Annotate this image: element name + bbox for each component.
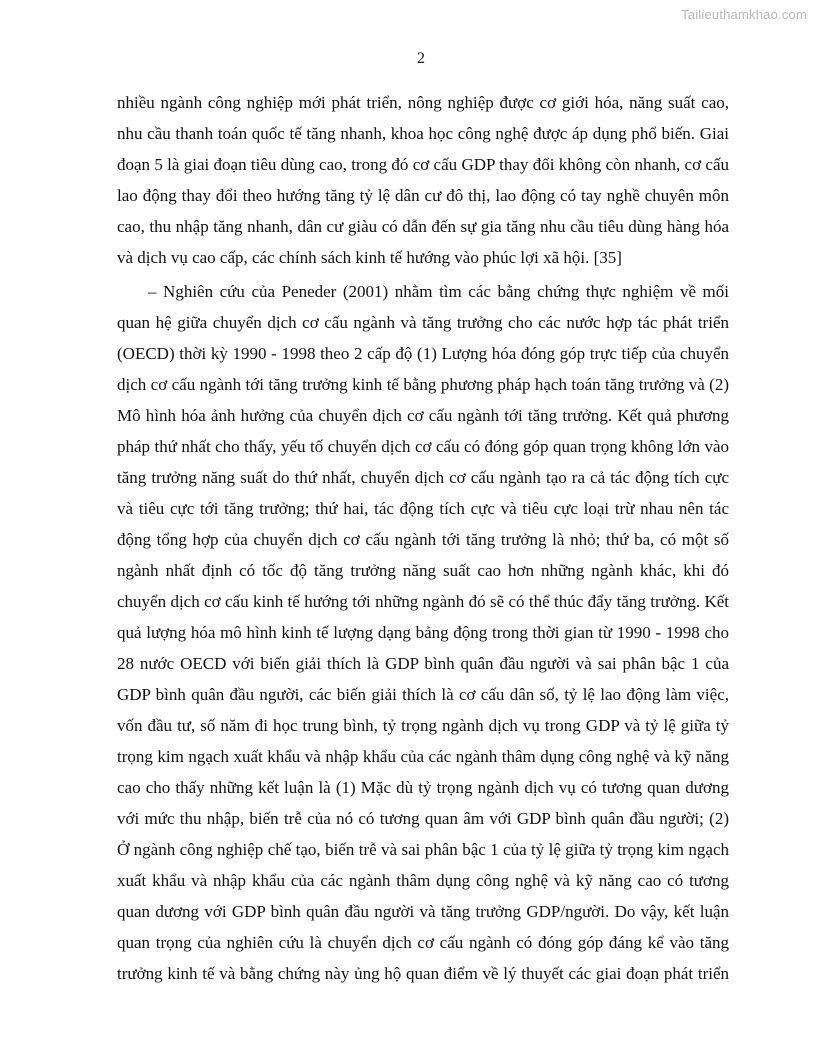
document-body <box>117 87 729 992</box>
text-line: và dịch vụ cao cấp, các chính sách kinh tế hướng vào phúc lợi xã hội. [35] <box>117 248 622 267</box>
text-line: Ở ngành công nghiệp chế tạo, biến trễ và sai phân bậc 1 của tỷ lệ giữa tỷ trọng kim ngạch <box>117 840 729 859</box>
text-line: vốn đầu tư, số năm đi học trung bình, tỷ trọng ngành dịch vụ trong GDP và tỷ lệ giữa tỷ <box>117 716 729 735</box>
paragraph-1 <box>117 87 729 273</box>
paragraph-2 <box>117 276 729 989</box>
text-line: chuyển dịch cơ cấu kinh tế hướng tới những ngành đó sẽ có thể thúc đẩy tăng trưởng. Kết <box>117 592 729 611</box>
text-line: trọng kim ngạch xuất khẩu và nhập khẩu của các ngành thâm dụng công nghệ và kỹ năng <box>117 747 729 766</box>
text-line: quan hệ giữa chuyển dịch cơ cấu ngành và tăng trưởng cho các nước hợp tác phát triển <box>117 313 729 332</box>
text-line: xuất khẩu và nhập khẩu của các ngành thâm dụng công nghệ và kỹ năng cao có tương <box>117 871 729 890</box>
text-line: động tổng hợp của chuyển dịch cơ cấu ngành tới tăng trưởng là nhỏ; thứ ba, có một số <box>117 530 729 549</box>
text-line: cao cho thấy những kết luận là (1) Mặc dù tỷ trọng ngành dịch vụ có tương quan dương <box>117 778 729 797</box>
text-line: và tiêu cực tới tăng trưởng; thứ hai, tác động tích cực và tiêu cực loại trừ nhau nên tác <box>117 499 729 518</box>
text-line: nhu cầu thanh toán quốc tế tăng nhanh, khoa học công nghệ được áp dụng phổ biến. Giai <box>117 124 729 143</box>
text-line: pháp thứ nhất cho thấy, yếu tố chuyển dịch cơ cấu có đóng góp quan trọng không lớn vào <box>117 437 729 456</box>
text-line: GDP bình quân đầu người, các biến giải thích là cơ cấu dân số, tỷ lệ lao động làm việc, <box>117 685 729 704</box>
text-line: đoạn 5 là giai đoạn tiêu dùng cao, trong đó cơ cấu GDP thay đổi không còn nhanh, cơ cấu <box>117 155 729 174</box>
page-number: 2 <box>417 50 425 67</box>
text-line: tăng trưởng năng suất do thứ nhất, chuyển dịch cơ cấu ngành tạo ra cả tác động tích cực <box>117 468 729 487</box>
text-line: – Nghiên cứu của Peneder (2001) nhằm tìm các bằng chứng thực nghiệm về mối <box>148 282 729 301</box>
text-line: với mức thu nhập, biến trễ của nó có tương quan âm với GDP bình quân đầu người; (2) <box>117 809 729 828</box>
text-line: quan trọng của nghiên cứu là chuyển dịch cơ cấu ngành có đóng góp đáng kể vào tăng <box>117 933 729 952</box>
text-line: nhiều ngành công nghiệp mới phát triển, nông nghiệp được cơ giới hóa, năng suất cao, <box>117 93 729 112</box>
text-line: cao, thu nhập tăng nhanh, dân cư giàu có dẫn đến sự gia tăng nhu cầu tiêu dùng hàng hóa <box>117 217 729 236</box>
text-line: lao động thay đổi theo hướng tăng tỷ lệ dân cư đô thị, lao động có tay nghề chuyên môn <box>117 186 729 205</box>
text-line: quan dương với GDP bình quân đầu người và tăng trưởng GDP/người. Do vậy, kết luận <box>117 902 729 921</box>
text-line: Mô hình hóa ảnh hưởng của chuyển dịch cơ cấu ngành tới tăng trưởng. Kết quả phương <box>117 406 729 425</box>
text-line: trưởng kinh tế và bằng chứng này ủng hộ quan điểm về lý thuyết các giai đoạn phát triển <box>117 964 729 983</box>
text-line: (OECD) thời kỳ 1990 - 1998 theo 2 cấp độ (1) Lượng hóa đóng góp trực tiếp của chuyển <box>117 344 729 363</box>
watermark-text: Tailieuthamkhao.com <box>681 7 807 22</box>
text-line: dịch cơ cấu ngành tới tăng trưởng kinh tế bằng phương pháp hạch toán tăng trưởng và (2) <box>117 375 729 394</box>
text-line: 28 nước OECD với biến giải thích là GDP bình quân đầu người và sai phân bậc 1 của <box>117 654 729 673</box>
text-line: ngành nhất định có tốc độ tăng trưởng năng suất cao hơn những ngành khác, khi đó <box>117 561 729 580</box>
text-line: quả lượng hóa mô hình kinh tế lượng dạng bảng động trong thời gian từ 1990 - 1998 cho <box>117 623 729 642</box>
